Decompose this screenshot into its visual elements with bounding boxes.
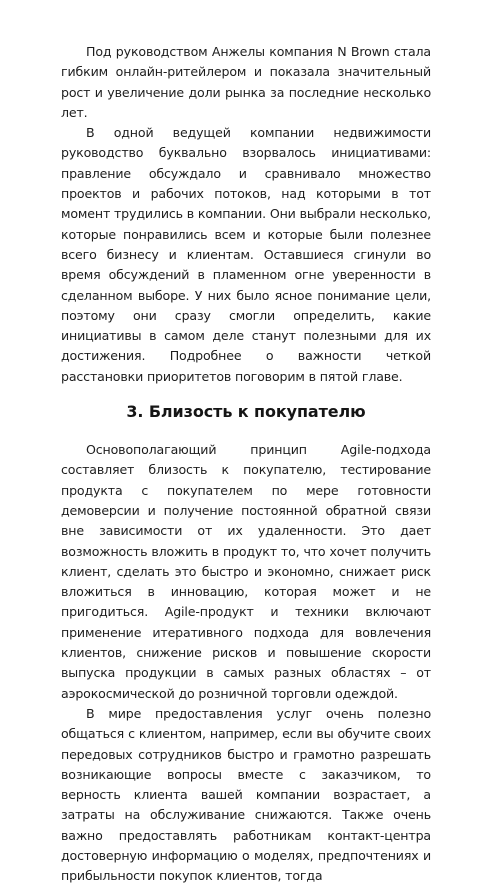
paragraph-customer-proximity: Основополагающий принцип Agile-подхода составляет близость к покупателю, тестирование продукта с покупателем по мере готовности демоверсии и получение постоянной обратной связи вне зависимости от их удаленности. Это дает возможность вложить в продукт то, что хочет получить клиент, сделать это быстро и экономно, снижает риск вложиться в инновацию, которая может и не пригодиться. Agile-продукт и техники включают применение итеративного подхода для вовлечения клиентов, снижение рисков и повышение скорости выпуска продукции в самых разных областях – от аэрокосмической до розничной торговли одеждой. xyxy=(61,442,431,701)
section-heading: 3. Близость к покупателю xyxy=(126,402,366,422)
book-page xyxy=(61,42,431,887)
paragraph-service-customers: В мире предоставления услуг очень полезно общаться с клиентом, например, если вы обучите своих передовых сотрудников быстро и грамотно разрешать возникающие вопросы вместе с заказчиком, то верность клиента вашей компании возрастает, а затраты на обслуживание снижаются. Также очень важно предоставлять работникам контакт-центра достоверную информацию о моделях, предпочтениях и прибыльности покупок клиентов, тогда xyxy=(61,705,431,884)
paragraph-real-estate-initiatives: В одной ведущей компании недвижимости руководство буквально взорвалось инициативами: правление обсуждало и сравнивало множество проектов и рабочих потоков, над которыми в тот момент трудились в компании. Они выбрали несколько, которые понравились всем и которые были полезнее всего бизнесу и клиентам. Оставшиеся сгинули во время обсуждений в пламенном огне уверенности в сделанном выборе. У них было ясное понимание цели, поэтому они сразу смогли определить, какие инициативы в самом деле станут полезными для их достижения. Подробнее о важности четкой расстановки приоритетов поговорим в пятой главе. xyxy=(61,125,431,384)
paragraph-n-brown: Под руководством Анжелы компания N Brown стала гибким онлайн-ритейлером и показала значительный рост и увеличение доли рынка за последние несколько лет. xyxy=(61,44,431,120)
